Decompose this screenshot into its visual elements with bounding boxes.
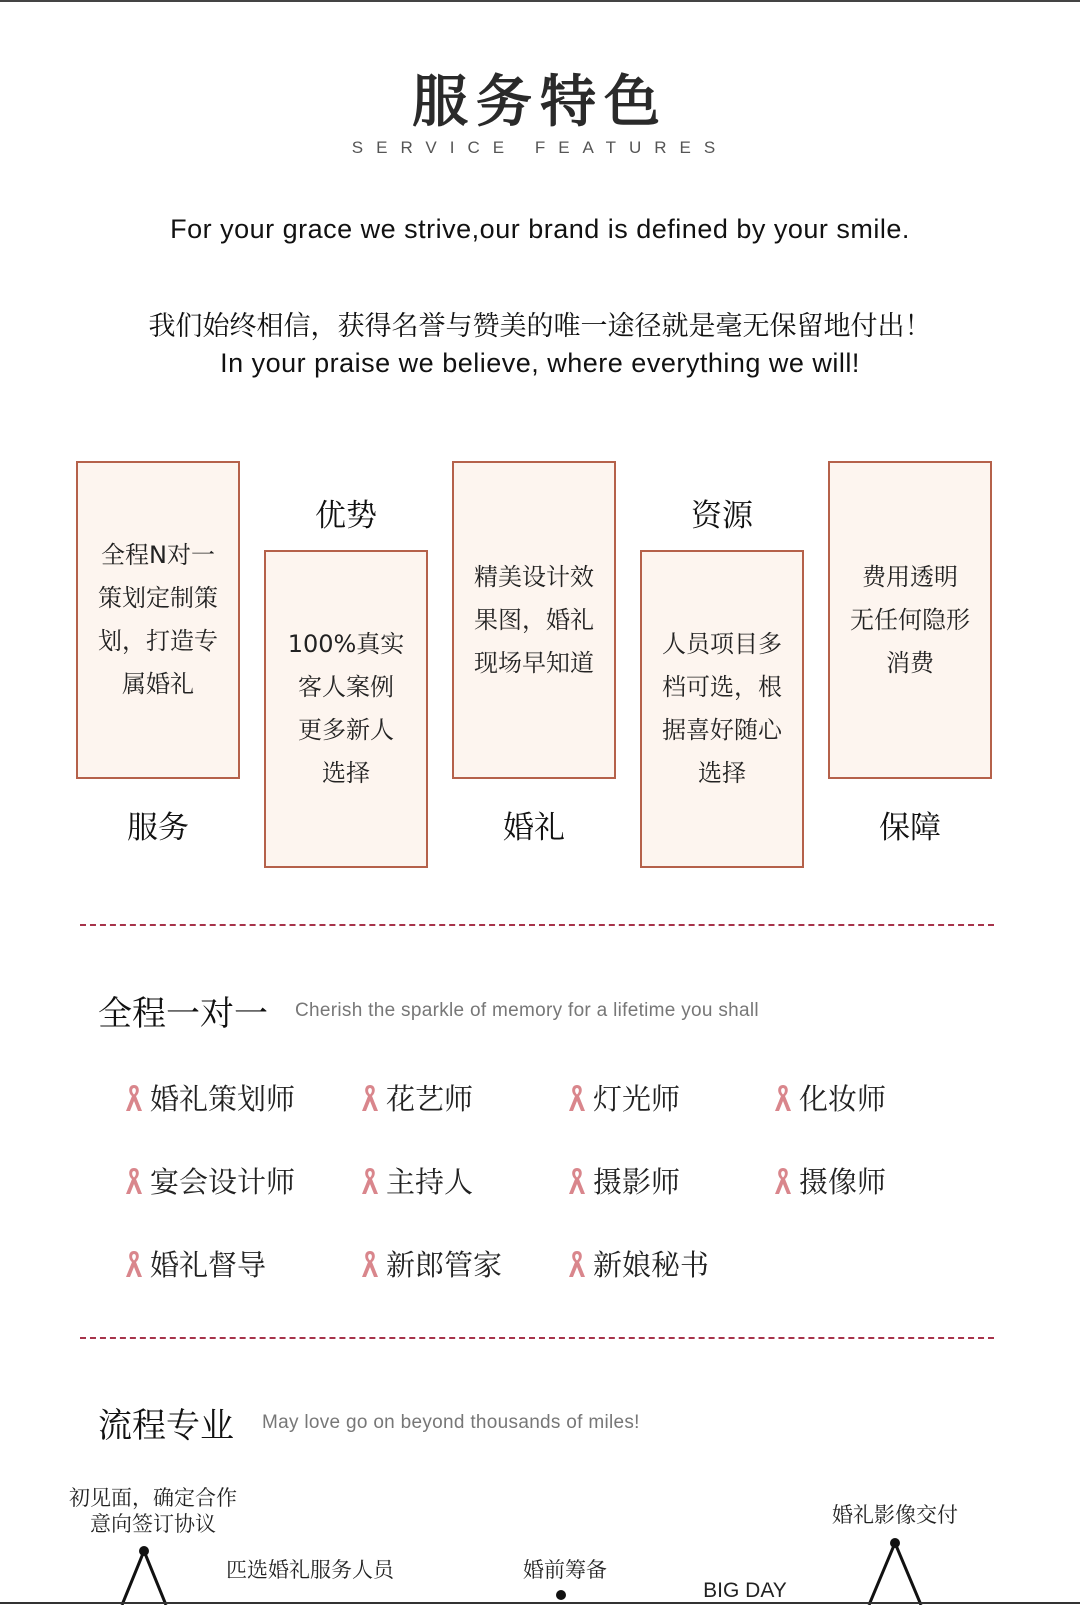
feature-label-guarantee: 保障	[879, 810, 941, 846]
role-item: 花艺师	[360, 1077, 473, 1118]
feature-card-line: 划，打造专	[98, 627, 218, 655]
feature-card-line: 100%真实	[287, 630, 405, 658]
feature-card-line: 消费	[886, 648, 934, 677]
feature-card-line: 精美设计效	[474, 562, 594, 591]
role-item: 摄影师	[567, 1160, 680, 1201]
feature-card-line: 费用透明	[862, 562, 958, 591]
feature-card-line: 人员项目多	[662, 630, 782, 658]
feature-card-line: 客人案例	[298, 673, 394, 701]
section-title-process: 流程专业	[98, 1406, 234, 1446]
ribbon-icon	[360, 1083, 380, 1113]
ribbon-icon	[567, 1166, 587, 1196]
role-item: 摄像师	[773, 1160, 886, 1201]
ribbon-icon	[567, 1083, 587, 1113]
ribbon-icon	[124, 1249, 144, 1279]
feature-card-line: 果图，婚礼	[474, 605, 594, 634]
process-step-delivery: 婚礼影像交付	[832, 1503, 958, 1527]
feature-card-guarantee	[828, 461, 992, 779]
section-subtitle-process: May love go on beyond thousands of miles!	[262, 1412, 640, 1433]
role-item: 主持人	[360, 1160, 473, 1201]
top-border-line	[0, 0, 1080, 2]
process-step-preparation: 婚前筹备	[523, 1558, 607, 1582]
feature-card-line: 更多新人	[298, 716, 394, 744]
ribbon-icon	[124, 1166, 144, 1196]
feature-card-resources	[640, 550, 804, 868]
ribbon-icon	[773, 1166, 793, 1196]
section-divider	[80, 924, 994, 926]
page-subtitle: SERVICE FEATURES	[351, 138, 729, 157]
ribbon-icon	[360, 1166, 380, 1196]
feature-card-line: 档可选，根	[662, 673, 782, 701]
ribbon-icon	[773, 1083, 793, 1113]
feature-card-service	[76, 461, 240, 779]
process-step-first-meeting: 初见面，确定合作 意向签订协议	[69, 1486, 237, 1536]
role-item: 婚礼督导	[124, 1243, 266, 1284]
role-item: 新郎管家	[360, 1243, 502, 1284]
feature-card-line: 现场早知道	[474, 648, 594, 677]
process-marker-right	[855, 1537, 935, 1605]
slogan-english-2: In your praise we believe, where everything we will!	[220, 348, 860, 378]
section-subtitle-one-to-one: Cherish the sparkle of memory for a lifetime you shall	[295, 1000, 759, 1021]
process-marker-dot	[553, 1587, 569, 1603]
feature-label-resources: 资源	[691, 498, 753, 534]
section-title-one-to-one: 全程一对一	[98, 994, 268, 1034]
feature-card-line: 属婚礼	[122, 670, 194, 698]
role-item: 化妆师	[773, 1077, 886, 1118]
process-step-match-staff: 匹选婚礼服务人员	[226, 1558, 394, 1582]
ribbon-icon	[124, 1083, 144, 1113]
role-item: 灯光师	[567, 1077, 680, 1118]
process-marker-left	[110, 1545, 180, 1605]
feature-card-line: 据喜好随心	[662, 716, 782, 744]
feature-card-line: 选择	[698, 759, 746, 787]
feature-card-line: 选择	[322, 759, 370, 787]
section-divider	[80, 1337, 994, 1339]
ribbon-icon	[360, 1249, 380, 1279]
slogan-english-1: For your grace we strive,our brand is defined by your smile.	[170, 214, 910, 244]
bottom-border-line	[0, 1602, 1080, 1604]
slogan-chinese: 我们始终相信，获得名誉与赞美的唯一途径就是毫无保留地付出！	[148, 311, 932, 342]
process-step-big-day: BIG DAY	[703, 1579, 787, 1602]
feature-card-line: 策划定制策	[98, 584, 218, 612]
page-title: 服务特色	[412, 69, 668, 135]
feature-label-advantage: 优势	[315, 498, 377, 534]
feature-card-wedding	[452, 461, 616, 779]
role-item: 宴会设计师	[124, 1160, 295, 1201]
feature-label-wedding: 婚礼	[503, 810, 565, 846]
role-item: 新娘秘书	[567, 1243, 709, 1284]
ribbon-icon	[567, 1249, 587, 1279]
feature-card-advantage	[264, 550, 428, 868]
feature-card-line: 全程N对一	[101, 541, 215, 569]
feature-card-line: 无任何隐形	[850, 605, 970, 634]
feature-label-service: 服务	[127, 810, 189, 846]
role-item: 婚礼策划师	[124, 1077, 295, 1118]
